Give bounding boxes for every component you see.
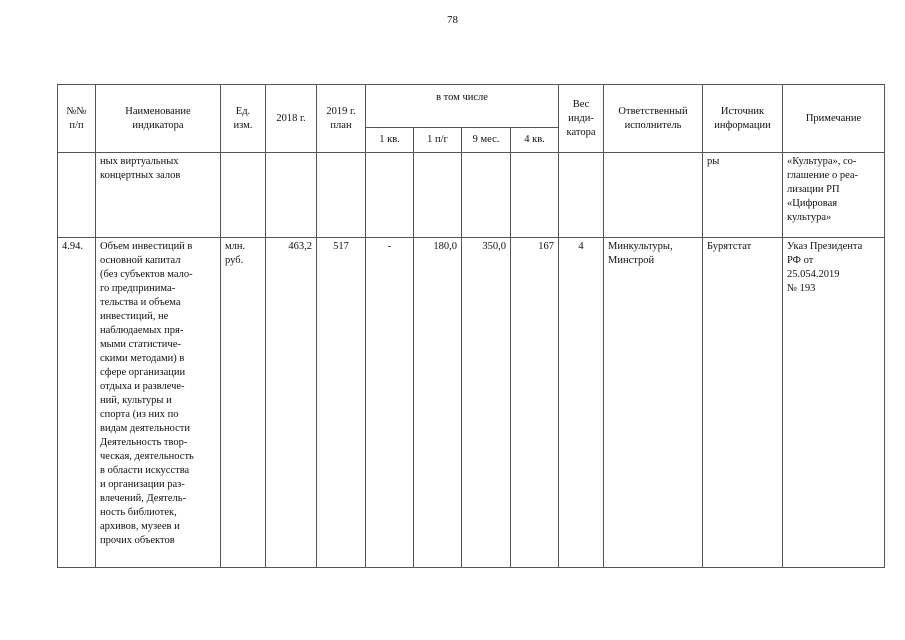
header-weight: Вес инди- катора [559,85,604,153]
cell-2018 [266,153,317,238]
cell-2018: 463,2 [266,238,317,568]
cell-weight: 4 [559,238,604,568]
header-2019-plan: 2019 г. план [317,85,366,153]
cell-q4 [511,153,559,238]
cell-q4: 167 [511,238,559,568]
cell-source: Бурятстат [703,238,783,568]
cell-num [58,153,96,238]
cell-note: «Культура», со- глашение о реа- лизации РП «Цифровая культура» [783,153,885,238]
header-h1: 1 п/г [414,128,462,153]
cell-responsible [604,153,703,238]
cell-9m: 350,0 [462,238,511,568]
header-note: Примечание [783,85,885,153]
cell-responsible: Минкультуры, Минстрой [604,238,703,568]
header-unit: Ед. изм. [221,85,266,153]
header-responsible: Ответственный исполнитель [604,85,703,153]
header-source: Источник информации [703,85,783,153]
header-name: Наименование индикатора [96,85,221,153]
header-q1: 1 кв. [366,128,414,153]
cell-q1 [366,153,414,238]
header-9m: 9 мес. [462,128,511,153]
cell-note: Указ Президента РФ от 25.054.2019 № 193 [783,238,885,568]
header-q4: 4 кв. [511,128,559,153]
cell-name: Объем инвестиций в основной капитал (без субъектов мало- го предпринима- тельства и объема инвестиций, не наблюдаемых пря- мыми статистиче- скими методами) в сфере организации отдыха и развлече- ний, культуры и спорта (из них по видам деятельности Деятельность твор- ческая, деятельность в области искусства и организации раз- влечений, Деятель- ность библиотек, архивов, музеев и прочих объектов [96,238,221,568]
cell-h1 [414,153,462,238]
page-number: 78 [447,14,458,26]
cell-unit [221,153,266,238]
cell-source: ры [703,153,783,238]
cell-h1: 180,0 [414,238,462,568]
cell-num: 4.94. [58,238,96,568]
table-header [58,85,885,153]
table-row [58,238,885,568]
cell-unit: млн. руб. [221,238,266,568]
cell-9m [462,153,511,238]
table-row [58,153,885,238]
indicators-table [57,84,885,568]
cell-2019 [317,153,366,238]
header-2018: 2018 г. [266,85,317,153]
cell-name: ных виртуальных концертных залов [96,153,221,238]
header-num: №№ п/п [58,85,96,153]
header-including: в том числе [366,85,559,128]
cell-q1: - [366,238,414,568]
cell-weight [559,153,604,238]
cell-2019: 517 [317,238,366,568]
